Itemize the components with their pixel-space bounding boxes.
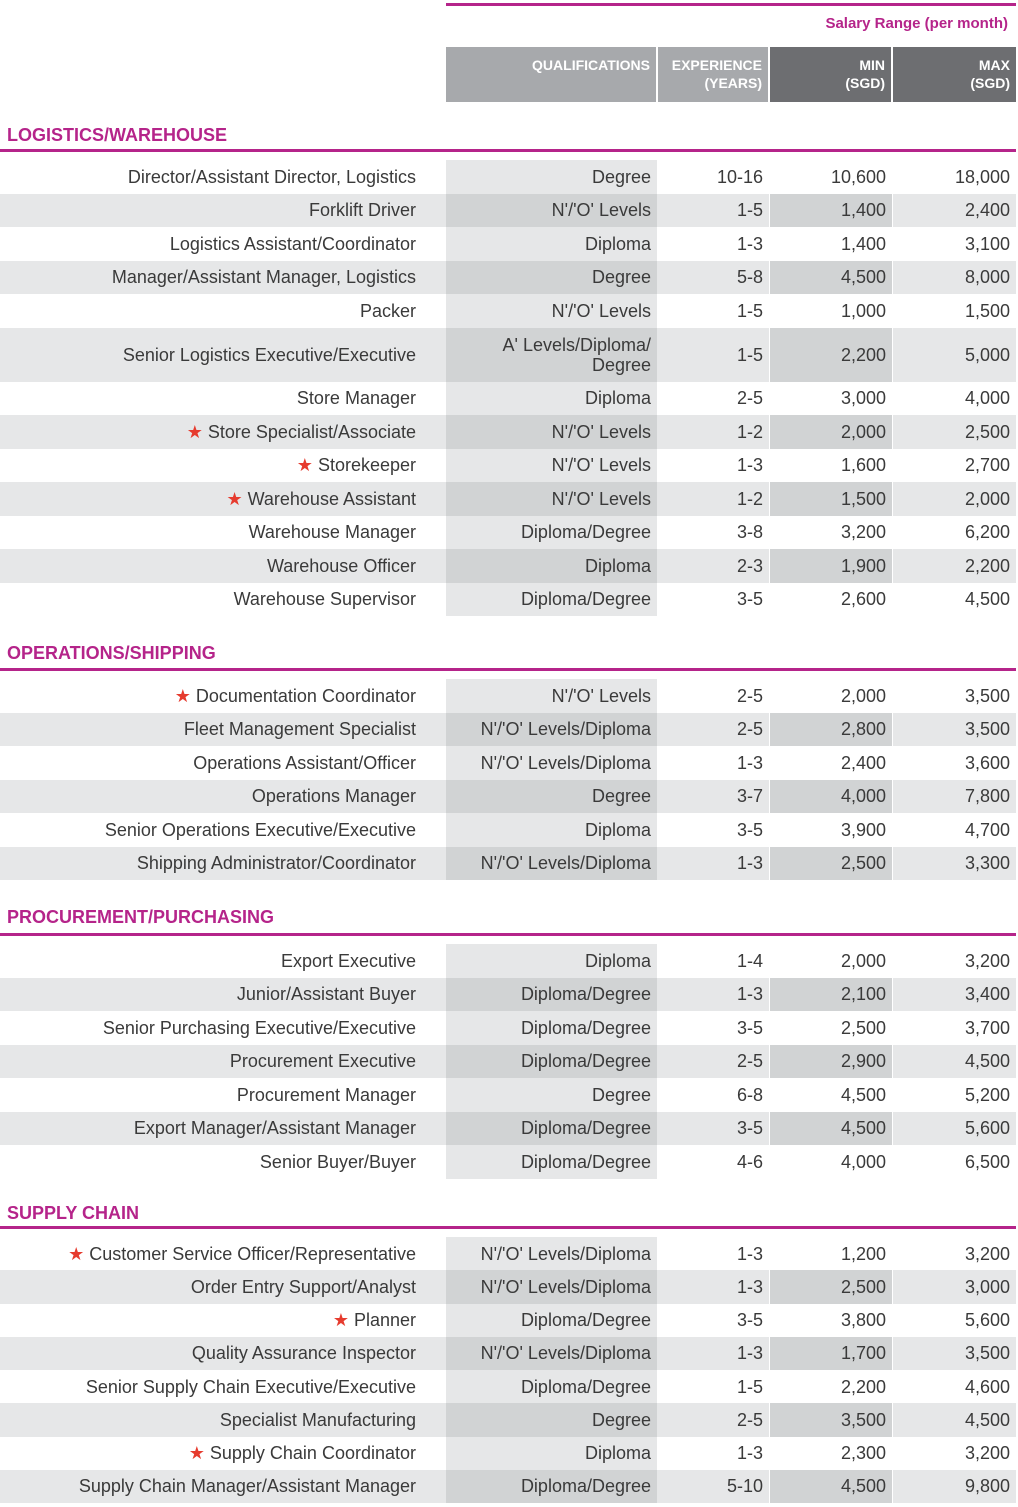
star-icon: ★: [332, 1310, 349, 1331]
experience-cell: 2-3: [736, 555, 763, 576]
job-title: Quality Assurance Inspector: [191, 1343, 416, 1364]
max-salary-cell: 18,000: [892, 160, 1016, 194]
section-title: LOGISTICS/WAREHOUSE: [7, 125, 228, 145]
star-icon: ★: [174, 685, 191, 706]
min-salary-cell: 1,400: [769, 227, 892, 261]
min-salary-cell: 4,500: [769, 261, 892, 295]
job-title-cell: [0, 382, 446, 416]
job-title-cell: [0, 415, 446, 449]
qualifications-text: N'/'O' Levels: [551, 685, 651, 706]
job-title-cell: [0, 780, 446, 814]
column-header-min: MIN (SGD): [770, 47, 891, 102]
experience-cell: 2-5: [736, 1409, 763, 1430]
max-salary-cell: 8,000: [892, 261, 1016, 295]
table-row: [0, 583, 1016, 617]
experience-cell: 10-16: [716, 166, 763, 187]
job-title: Store Manager: [296, 388, 416, 409]
job-title: Planner: [353, 1310, 416, 1331]
min-salary-cell: 1,700: [769, 1337, 892, 1370]
min-salary-cell: 3,800: [769, 1304, 892, 1337]
min-salary-cell: 2,300: [769, 1437, 892, 1470]
job-title: Warehouse Supervisor: [233, 589, 416, 610]
table-row: [0, 1304, 1016, 1337]
experience-cell: 2-5: [736, 685, 763, 706]
qualifications-cell: [446, 679, 657, 713]
experience-cell: 3-8: [736, 522, 763, 543]
qualifications-cell: [446, 583, 657, 617]
table-row: [0, 746, 1016, 780]
qualifications-cell: [446, 415, 657, 449]
qualifications-text: N'/'O' Levels: [551, 455, 651, 476]
min-salary-cell: 2,500: [769, 847, 892, 881]
section-divider: [0, 1226, 1016, 1229]
max-salary-cell: 4,700: [892, 813, 1016, 847]
job-title: Operations Assistant/Officer: [193, 752, 416, 773]
qualifications-cell: [446, 227, 657, 261]
qualifications-cell: [446, 261, 657, 295]
qualifications-text: Diploma/Degree: [520, 1151, 651, 1172]
job-title-cell: [0, 261, 446, 295]
max-salary-cell: 5,600: [892, 1112, 1016, 1146]
experience-cell: 1-3: [736, 752, 763, 773]
job-title-cell: [0, 813, 446, 847]
max-salary-cell: 2,400: [892, 194, 1016, 228]
experience-cell: 5-10: [726, 1476, 763, 1497]
job-title-cell: [0, 1237, 446, 1270]
min-salary-cell: 1,600: [769, 449, 892, 483]
table-row: [0, 160, 1016, 194]
table-row: [0, 780, 1016, 814]
qualifications-text: Diploma: [584, 1443, 651, 1464]
max-salary-cell: 3,400: [892, 978, 1016, 1012]
qualifications-cell: [446, 713, 657, 747]
job-title-cell: [0, 713, 446, 747]
max-salary-cell: 2,700: [892, 449, 1016, 483]
section-divider: [0, 933, 1016, 936]
max-salary-cell: 3,200: [892, 1237, 1016, 1270]
qualifications-text: N'/'O' Levels: [551, 300, 651, 321]
star-icon: ★: [186, 421, 203, 442]
qualifications-text: N'/'O' Levels/Diploma: [480, 752, 651, 773]
job-title-cell: [0, 1270, 446, 1303]
min-salary-cell: 4,000: [769, 780, 892, 814]
qualifications-text: Diploma/Degree: [520, 1017, 651, 1038]
qualifications-cell: [446, 944, 657, 978]
job-title-cell: [0, 1011, 446, 1045]
min-salary-cell: 3,900: [769, 813, 892, 847]
qualifications-cell: [446, 1237, 657, 1270]
job-title: Fleet Management Specialist: [183, 719, 416, 740]
min-salary-cell: 4,500: [769, 1112, 892, 1146]
job-title: Procurement Executive: [229, 1051, 416, 1072]
job-title: Senior Logistics Executive/Executive: [122, 344, 416, 365]
min-salary-cell: 4,000: [769, 1145, 892, 1179]
experience-cell: 4-6: [736, 1151, 763, 1172]
job-title: Senior Supply Chain Executive/Executive: [85, 1376, 416, 1397]
experience-cell: 3-5: [736, 819, 763, 840]
table-row: [0, 382, 1016, 416]
qualifications-text: Diploma/Degree: [520, 1051, 651, 1072]
job-title-cell: [0, 449, 446, 483]
table-row: [0, 449, 1016, 483]
job-title: Shipping Administrator/Coordinator: [136, 853, 416, 874]
table-row: [0, 549, 1016, 583]
max-salary-cell: 1,500: [892, 294, 1016, 328]
min-salary-cell: 2,000: [769, 679, 892, 713]
min-salary-cell: 2,600: [769, 583, 892, 617]
job-title: Senior Buyer/Buyer: [259, 1151, 416, 1172]
max-salary-cell: 5,200: [892, 1078, 1016, 1112]
qualifications-text: N'/'O' Levels/Diploma: [480, 1343, 651, 1364]
job-title: Store Specialist/Associate: [207, 421, 416, 442]
job-title-cell: [0, 1470, 446, 1503]
experience-cell: 1-3: [736, 853, 763, 874]
section-title: OPERATIONS/SHIPPING: [7, 643, 216, 663]
experience-cell: 1-5: [736, 200, 763, 221]
job-title: Procurement Manager: [236, 1084, 416, 1105]
experience-cell: 3-5: [736, 1310, 763, 1331]
min-salary-cell: 2,400: [769, 746, 892, 780]
max-salary-cell: 6,200: [892, 516, 1016, 550]
qualifications-text: Diploma/Degree: [520, 1118, 651, 1139]
job-title-cell: [0, 1304, 446, 1337]
qualifications-text: Degree: [591, 1409, 651, 1430]
table-row: [0, 482, 1016, 516]
min-salary-cell: 2,800: [769, 713, 892, 747]
job-title: Export Manager/Assistant Manager: [133, 1118, 416, 1139]
table-row: [0, 679, 1016, 713]
qualifications-cell: [446, 482, 657, 516]
qualifications-text: Diploma/Degree: [520, 984, 651, 1005]
qualifications-text: N'/'O' Levels: [551, 200, 651, 221]
qualifications-text: Diploma/Degree: [520, 589, 651, 610]
job-title: Manager/Assistant Manager, Logistics: [111, 267, 416, 288]
min-salary-cell: 10,600: [769, 160, 892, 194]
table-row: [0, 328, 1016, 382]
job-title-cell: [0, 847, 446, 881]
qualifications-cell: [446, 746, 657, 780]
max-salary-cell: 3,100: [892, 227, 1016, 261]
experience-cell: 1-3: [736, 984, 763, 1005]
job-title: Export Executive: [280, 950, 416, 971]
qualifications-text: Diploma/Degree: [520, 522, 651, 543]
qualifications-cell: [446, 1078, 657, 1112]
job-title-cell: [0, 1145, 446, 1179]
min-salary-cell: 2,000: [769, 415, 892, 449]
min-salary-cell: 2,200: [769, 1370, 892, 1403]
qualifications-cell: [446, 328, 657, 382]
qualifications-cell: [446, 160, 657, 194]
job-title-cell: [0, 516, 446, 550]
table-row: [0, 194, 1016, 228]
qualifications-cell: [446, 1370, 657, 1403]
star-icon: ★: [226, 488, 243, 509]
job-title: Customer Service Officer/Representative: [89, 1243, 416, 1264]
qualifications-text: Diploma: [584, 233, 651, 254]
job-title-cell: [0, 227, 446, 261]
job-title-cell: [0, 746, 446, 780]
qualifications-cell: [446, 549, 657, 583]
qualifications-cell: [446, 1145, 657, 1179]
job-title-cell: [0, 1403, 446, 1436]
qualifications-cell: [446, 1403, 657, 1436]
max-salary-cell: 4,500: [892, 1045, 1016, 1079]
qualifications-cell: [446, 1112, 657, 1146]
max-salary-cell: 7,800: [892, 780, 1016, 814]
column-header-max: MAX (SGD): [893, 47, 1016, 102]
max-salary-cell: 3,200: [892, 1437, 1016, 1470]
experience-cell: 1-3: [736, 1276, 763, 1297]
table-row: [0, 713, 1016, 747]
job-title-cell: [0, 1112, 446, 1146]
table-row: [0, 516, 1016, 550]
qualifications-cell: [446, 516, 657, 550]
max-salary-cell: 3,500: [892, 679, 1016, 713]
qualifications-text: N'/'O' Levels: [551, 421, 651, 442]
qualifications-cell: [446, 194, 657, 228]
table-row: [0, 944, 1016, 978]
experience-cell: 1-4: [736, 950, 763, 971]
max-salary-cell: 4,600: [892, 1370, 1016, 1403]
qualifications-text: N'/'O' Levels/Diploma: [480, 1243, 651, 1264]
job-title: Forklift Driver: [309, 200, 416, 221]
table-row: [0, 1078, 1016, 1112]
experience-cell: 3-7: [736, 786, 763, 807]
job-title-cell: [0, 194, 446, 228]
qualifications-cell: [446, 1470, 657, 1503]
max-salary-cell: 2,500: [892, 415, 1016, 449]
qualifications-text: Diploma/Degree: [520, 1476, 651, 1497]
job-title-cell: [0, 549, 446, 583]
job-title-cell: [0, 1078, 446, 1112]
qualifications-text: Diploma/Degree: [520, 1376, 651, 1397]
section-title: PROCUREMENT/PURCHASING: [7, 907, 275, 927]
min-salary-cell: 1,500: [769, 482, 892, 516]
job-title: Senior Purchasing Executive/Executive: [102, 1017, 416, 1038]
experience-cell: 1-3: [736, 233, 763, 254]
max-salary-cell: 3,700: [892, 1011, 1016, 1045]
qualifications-cell: [446, 294, 657, 328]
max-salary-cell: 3,500: [892, 713, 1016, 747]
experience-cell: 1-5: [736, 1376, 763, 1397]
job-title-cell: [0, 1337, 446, 1370]
qualifications-text: Diploma: [584, 388, 651, 409]
table-row: [0, 1337, 1016, 1370]
table-row: [0, 1437, 1016, 1470]
job-title: Junior/Assistant Buyer: [236, 984, 416, 1005]
max-salary-cell: 2,200: [892, 549, 1016, 583]
section-divider: [0, 668, 1016, 671]
qualifications-text: N'/'O' Levels: [551, 488, 651, 509]
max-salary-cell: 3,500: [892, 1337, 1016, 1370]
column-header-qualifications: QUALIFICATIONS: [446, 47, 656, 102]
qualifications-cell: [446, 1045, 657, 1079]
min-salary-cell: 2,500: [769, 1270, 892, 1303]
min-salary-cell: 2,200: [769, 328, 892, 382]
star-icon: ★: [188, 1443, 205, 1464]
min-salary-cell: 3,500: [769, 1403, 892, 1436]
table-row: [0, 227, 1016, 261]
max-salary-cell: 3,300: [892, 847, 1016, 881]
section-title: SUPPLY CHAIN: [7, 1203, 140, 1223]
max-salary-cell: 4,500: [892, 1403, 1016, 1436]
min-salary-cell: 4,500: [769, 1078, 892, 1112]
job-title: Operations Manager: [251, 786, 416, 807]
min-salary-cell: 3,200: [769, 516, 892, 550]
qualifications-cell: [446, 1304, 657, 1337]
qualifications-text: N'/'O' Levels/Diploma: [480, 1276, 651, 1297]
job-title: Storekeeper: [317, 455, 416, 476]
salary-range-label: Salary Range (per month): [825, 15, 1008, 32]
experience-cell: 1-5: [736, 344, 763, 365]
job-title-cell: [0, 1437, 446, 1470]
star-icon: ★: [296, 455, 313, 476]
top-accent-line: [446, 3, 1016, 6]
table-row: [0, 847, 1016, 881]
qualifications-cell: [446, 780, 657, 814]
job-title-cell: [0, 944, 446, 978]
qualifications-text: Degree: [591, 267, 651, 288]
job-title: Documentation Coordinator: [195, 685, 416, 706]
column-header-experience: EXPERIENCE (YEARS): [658, 47, 768, 102]
qualifications-text: Diploma: [584, 555, 651, 576]
max-salary-cell: 9,800: [892, 1470, 1016, 1503]
qualifications-cell: [446, 1437, 657, 1470]
table-row: [0, 1112, 1016, 1146]
experience-cell: 6-8: [736, 1084, 763, 1105]
job-title-cell: [0, 679, 446, 713]
qualifications-text: A' Levels/Diploma/ Degree: [502, 334, 651, 375]
experience-cell: 3-5: [736, 1118, 763, 1139]
max-salary-cell: 6,500: [892, 1145, 1016, 1179]
job-title: Supply Chain Coordinator: [209, 1443, 416, 1464]
qualifications-cell: [446, 847, 657, 881]
job-title: Warehouse Manager: [248, 522, 416, 543]
max-salary-cell: 4,500: [892, 583, 1016, 617]
min-salary-cell: 2,100: [769, 978, 892, 1012]
min-salary-cell: 3,000: [769, 382, 892, 416]
experience-cell: 1-3: [736, 455, 763, 476]
section-divider: [0, 149, 1016, 152]
table-row: [0, 813, 1016, 847]
experience-cell: 2-5: [736, 388, 763, 409]
qualifications-cell: [446, 1011, 657, 1045]
job-title: Supply Chain Manager/Assistant Manager: [78, 1476, 416, 1497]
job-title-cell: [0, 294, 446, 328]
min-salary-cell: 2,500: [769, 1011, 892, 1045]
qualifications-text: Degree: [591, 166, 651, 187]
max-salary-cell: 3,000: [892, 1270, 1016, 1303]
job-title-cell: [0, 1045, 446, 1079]
min-salary-cell: 1,200: [769, 1237, 892, 1270]
max-salary-cell: 5,000: [892, 328, 1016, 382]
experience-cell: 2-5: [736, 719, 763, 740]
job-title: Warehouse Officer: [266, 555, 416, 576]
experience-cell: 1-2: [736, 488, 763, 509]
job-title: Warehouse Assistant: [247, 488, 416, 509]
table-row: [0, 294, 1016, 328]
job-title-cell: [0, 978, 446, 1012]
job-title-cell: [0, 328, 446, 382]
table-row: [0, 1237, 1016, 1270]
experience-cell: 5-8: [736, 267, 763, 288]
min-salary-cell: 1,400: [769, 194, 892, 228]
max-salary-cell: 3,200: [892, 944, 1016, 978]
table-row: [0, 1011, 1016, 1045]
min-salary-cell: 2,000: [769, 944, 892, 978]
max-salary-cell: 2,000: [892, 482, 1016, 516]
experience-cell: 1-3: [736, 1443, 763, 1464]
job-title: Packer: [359, 300, 416, 321]
table-row: [0, 1045, 1016, 1079]
table-row: [0, 978, 1016, 1012]
table-row: [0, 1370, 1016, 1403]
job-title: Senior Operations Executive/Executive: [104, 819, 416, 840]
max-salary-cell: 3,600: [892, 746, 1016, 780]
star-icon: ★: [68, 1243, 85, 1264]
experience-cell: 1-3: [736, 1343, 763, 1364]
table-row: [0, 261, 1016, 295]
min-salary-cell: 1,000: [769, 294, 892, 328]
min-salary-cell: 2,900: [769, 1045, 892, 1079]
experience-cell: 3-5: [736, 1017, 763, 1038]
qualifications-text: Diploma/Degree: [520, 1310, 651, 1331]
max-salary-cell: 4,000: [892, 382, 1016, 416]
experience-cell: 1-2: [736, 421, 763, 442]
qualifications-text: Degree: [591, 786, 651, 807]
job-title-cell: [0, 482, 446, 516]
job-title: Order Entry Support/Analyst: [190, 1276, 416, 1297]
table-row: [0, 1470, 1016, 1503]
table-row: [0, 1145, 1016, 1179]
table-row: [0, 1403, 1016, 1436]
qualifications-cell: [446, 813, 657, 847]
qualifications-cell: [446, 382, 657, 416]
qualifications-text: N'/'O' Levels/Diploma: [480, 719, 651, 740]
job-title-cell: [0, 160, 446, 194]
job-title: Specialist Manufacturing: [219, 1409, 416, 1430]
job-title-cell: [0, 583, 446, 617]
qualifications-text: Diploma: [584, 950, 651, 971]
experience-cell: 3-5: [736, 589, 763, 610]
qualifications-cell: [446, 449, 657, 483]
experience-cell: 1-3: [736, 1243, 763, 1264]
job-title: Logistics Assistant/Coordinator: [169, 233, 416, 254]
experience-cell: 2-5: [736, 1051, 763, 1072]
min-salary-cell: 4,500: [769, 1470, 892, 1503]
qualifications-cell: [446, 978, 657, 1012]
qualifications-text: N'/'O' Levels/Diploma: [480, 853, 651, 874]
job-title: Director/Assistant Director, Logistics: [127, 166, 416, 187]
table-row: [0, 1270, 1016, 1303]
min-salary-cell: 1,900: [769, 549, 892, 583]
qualifications-cell: [446, 1270, 657, 1303]
table-row: [0, 415, 1016, 449]
qualifications-text: Degree: [591, 1084, 651, 1105]
qualifications-text: Diploma: [584, 819, 651, 840]
qualifications-cell: [446, 1337, 657, 1370]
experience-cell: 1-5: [736, 300, 763, 321]
job-title-cell: [0, 1370, 446, 1403]
max-salary-cell: 5,600: [892, 1304, 1016, 1337]
